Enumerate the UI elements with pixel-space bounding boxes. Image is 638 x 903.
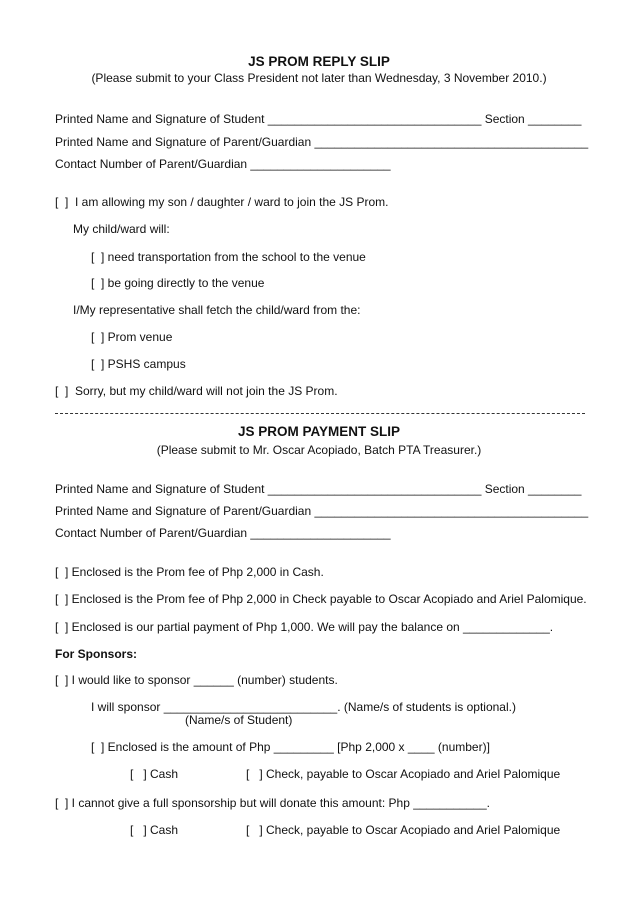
direct-checkbox-line[interactable]: [ ] be going directly to the venue — [91, 276, 265, 290]
names-caption: (Name/s of Student) — [185, 713, 293, 727]
amount-checkbox-line[interactable]: [ ] Enclosed is the amount of Php _________ [Php 2,000 x ____ (number)] — [91, 740, 490, 754]
cash-option-1[interactable]: [ ] Cash — [130, 767, 179, 781]
check-option-2[interactable]: [ ] Check, payable to Oscar Acopiado and Ariel Palomique — [246, 823, 561, 837]
payment-subtitle: (Please submit to Mr. Oscar Acopiado, Batch PTA Treasurer.) — [156, 443, 482, 457]
child-will-label: My child/ward will: — [73, 222, 170, 236]
sponsor-names-line[interactable]: I will sponsor __________________________. (Name/s of students is optional.) — [91, 700, 516, 714]
reply-parent-line[interactable]: Printed Name and Signature of Parent/Guardian _________________________________________ — [55, 135, 589, 149]
partial-payment-checkbox-line[interactable]: [ ] Enclosed is our partial payment of Php 1,000. We will pay the balance on _____________. — [55, 620, 554, 634]
allow-checkbox-line[interactable]: [ ] I am allowing my son / daughter / ward to join the JS Prom. — [55, 195, 389, 209]
payment-title: JS PROM PAYMENT SLIP — [237, 424, 401, 439]
donate-checkbox-line[interactable]: [ ] I cannot give a full sponsorship but will donate this amount: Php ___________. — [55, 796, 490, 810]
cash-fee-checkbox-line[interactable]: [ ] Enclosed is the Prom fee of Php 2,000 in Cash. — [55, 565, 324, 579]
payment-student-line[interactable]: Printed Name and Signature of Student ________________________________ Section ________ — [55, 482, 582, 496]
prom-venue-checkbox-line[interactable]: [ ] Prom venue — [91, 330, 173, 344]
check-option-1[interactable]: [ ] Check, payable to Oscar Acopiado and Ariel Palomique — [246, 767, 561, 781]
sorry-checkbox-line[interactable]: [ ] Sorry, but my child/ward will not join the JS Prom. — [55, 384, 338, 398]
cash-option-2[interactable]: [ ] Cash — [130, 823, 179, 837]
cut-line-divider — [55, 413, 585, 414]
sponsor-count-checkbox-line[interactable]: [ ] I would like to sponsor ______ (number) students. — [55, 673, 338, 687]
reply-contact-line[interactable]: Contact Number of Parent/Guardian _____________________ — [55, 157, 391, 171]
reply-title: JS PROM REPLY SLIP — [248, 54, 390, 69]
transport-checkbox-line[interactable]: [ ] need transportation from the school to the venue — [91, 250, 366, 264]
sponsors-heading: For Sponsors: — [55, 647, 138, 661]
reply-student-line[interactable]: Printed Name and Signature of Student ________________________________ Section ________ — [55, 112, 582, 126]
fetch-label: I/My representative shall fetch the child/ward from the: — [73, 303, 361, 317]
payment-contact-line[interactable]: Contact Number of Parent/Guardian _____________________ — [55, 526, 391, 540]
check-fee-checkbox-line[interactable]: [ ] Enclosed is the Prom fee of Php 2,000 in Check payable to Oscar Acopiado and Ariel Palomique. — [55, 592, 587, 606]
pshs-campus-checkbox-line[interactable]: [ ] PSHS campus — [91, 357, 186, 371]
payment-parent-line[interactable]: Printed Name and Signature of Parent/Guardian _________________________________________ — [55, 504, 589, 518]
reply-subtitle: (Please submit to your Class President not later than Wednesday, 3 November 2010.) — [91, 71, 547, 85]
